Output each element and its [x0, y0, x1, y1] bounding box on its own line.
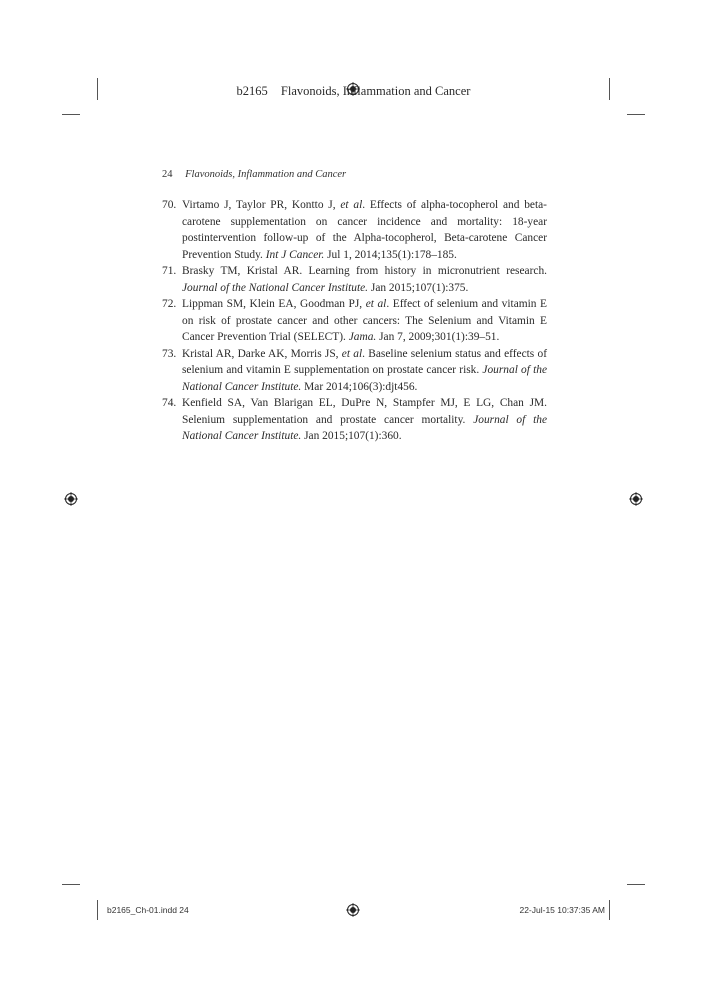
reference-text: Virtamo J, Taylor PR, Kontto J, [182, 199, 341, 211]
footer-file-label: b2165_Ch-01.indd 24 [107, 905, 189, 915]
reference-italic-text: Journal of the National Cancer Institute. [182, 413, 548, 442]
crop-mark-right-lower [627, 884, 645, 885]
reference-number: 70. [162, 199, 177, 211]
reference-number: 71. [162, 265, 177, 277]
reference-text: Lippman SM, Klein EA, Goodman PJ, [182, 298, 366, 310]
reference-italic-text: et al [340, 199, 363, 211]
reference-italic-text: Jama. [348, 331, 377, 343]
slug-book-title: Flavonoids, Inflammation and Cancer [280, 84, 471, 98]
reference-list [162, 197, 547, 445]
reference-entry [162, 197, 547, 263]
reference-entry [162, 296, 547, 346]
page-number: 24 [162, 169, 173, 180]
reference-text: Brasky TM, Kristal AR. Learning from history in micronutrient research. [182, 265, 547, 277]
crop-mark-right-upper [627, 114, 645, 115]
reference-entry [162, 395, 547, 445]
reference-text: . Effects of alpha-tocopherol and beta-carotene supplementation on cancer incidence and mortality: 18-year postintervention follow-up of the Alpha-tocopherol, Beta-carotene Cancer Prevention Study. [182, 199, 547, 261]
registration-crosshair-icon [346, 903, 360, 917]
crop-mark-bottom-right [609, 900, 610, 920]
reference-italic-text: Journal of the National Cancer Institute. [182, 364, 548, 393]
registration-crosshair-icon [629, 492, 643, 506]
reference-italic-text: Int J Cancer. [265, 248, 325, 261]
printer-slug-top [0, 84, 707, 99]
running-head-title: Flavonoids, Inflammation and Cancer [185, 169, 347, 180]
reference-text: Jan 2015;107(1):360. [301, 430, 402, 442]
running-head [162, 169, 346, 180]
reference-text: Kristal AR, Darke AK, Morris JS, [182, 347, 342, 360]
crop-mark-left-upper [62, 114, 80, 115]
reference-italic-text: Journal of the National Cancer Institute. [182, 281, 369, 294]
reference-text: Jan 7, 2009;301(1):39–51. [376, 331, 500, 343]
reference-italic-text: et al [341, 347, 363, 360]
reference-text: . Baseline selenium status and effects of selenium and vitamin E supplementation on prostate cancer risk. [182, 347, 548, 376]
reference-text: Jan 2015;107(1):375. [368, 281, 469, 294]
reference-number: 73. [162, 347, 177, 360]
crop-mark-left-lower [62, 884, 80, 885]
reference-text: . Effect of selenium and vitamin E on risk of prostate cancer and other cancers: The Selenium and Vitamin E Cancer Prevention Trial (SELECT). [182, 298, 547, 343]
reference-entry [162, 263, 547, 296]
reference-entry [162, 346, 547, 396]
reference-text: Mar 2014;106(3):djt456. [301, 380, 418, 393]
reference-number: 72. [162, 298, 177, 310]
reference-italic-text: et al [365, 298, 387, 310]
crop-mark-bottom-left [97, 900, 98, 920]
reference-text: Kenfield SA, Van Blarigan EL, DuPre N, Stampfer MJ, E LG, Chan JM. Selenium supplementation and prostate cancer mortality. [182, 397, 547, 426]
registration-crosshair-icon [64, 492, 78, 506]
reference-text: Jul 1, 2014;135(1):178–185. [324, 248, 457, 261]
footer-timestamp: 22-Jul-15 10:37:35 AM [519, 905, 605, 915]
reference-number: 74. [162, 397, 177, 409]
slug-job-id: b2165 [236, 84, 268, 98]
